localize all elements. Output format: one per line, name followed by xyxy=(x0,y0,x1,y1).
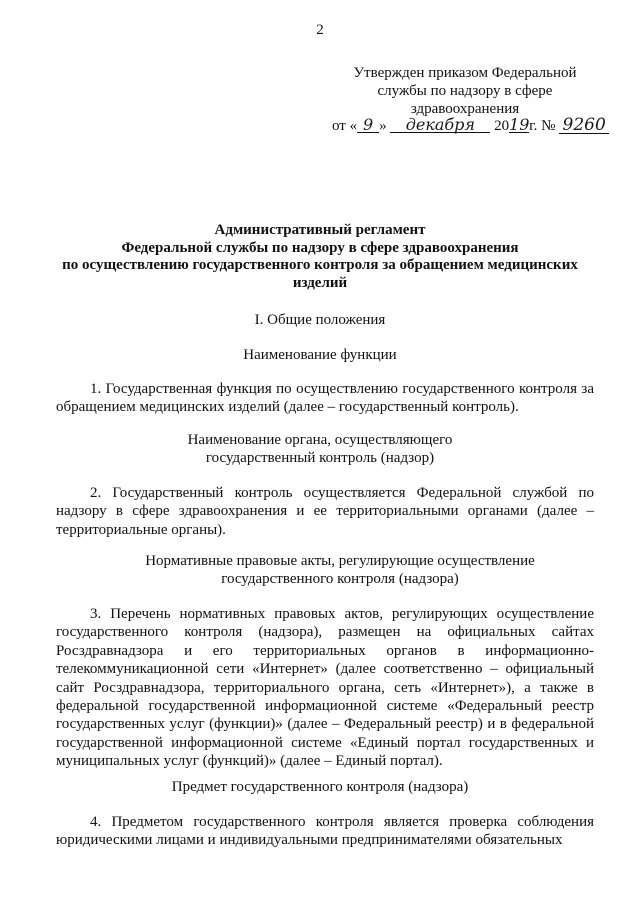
approval-line: Утвержден приказом Федеральной xyxy=(353,65,577,81)
subheading-subject: Предмет государственного контроля (надзора) xyxy=(171,779,469,795)
year-prefix: 20 xyxy=(494,118,510,134)
subheading-function-name: Наименование функции xyxy=(243,347,397,363)
subheading-line: Наименование органа, осуществляющего xyxy=(187,432,453,448)
subheading-legal-acts xyxy=(60,552,620,588)
page-number: 2 xyxy=(316,22,324,38)
approval-date-line xyxy=(332,115,606,135)
approval-stamp xyxy=(330,64,600,118)
date-suffix: г. № xyxy=(529,118,556,134)
paragraph-2: 2. Государственный контроль осуществляется Федеральной службой по надзору в сфере здравоохранения и ее территориальными органами (далее – территориальные органы). xyxy=(56,485,594,538)
title-line: изделий xyxy=(292,274,348,291)
title-line: Федеральной службы по надзору в сфере здравоохранения xyxy=(121,239,519,256)
handwritten-year: 19 xyxy=(509,115,530,134)
approval-line: здравоохранения xyxy=(410,101,520,117)
handwritten-order-number: 9260 xyxy=(559,118,609,134)
section-heading: I. Общие положения xyxy=(254,312,386,328)
subheading-line: государственного контроля (надзора) xyxy=(221,571,459,587)
paragraph-3: 3. Перечень нормативных правовых актов, регулирующих осуществление государственного контроля (надзора), размещен на официальных сайтах Росздравнадзора и его территориальных органов в информационно-телекоммуникационной сети «Интернет» (далее соответственно – официальный сайт Росздравнадзора, территориального органа, сеть «Интернет»), а также в федеральной государственной информационной системе «Федеральный реестр государственных услуг (функции)» (далее – Федеральный реестр) и в федеральной государственной информационной системе «Единый портал государственных и муниципальных услуг (функций)» (далее – Единый портал). xyxy=(56,606,594,770)
paragraph-1: 1. Государственная функция по осуществлению государственного контроля за обращением медицинских изделий (далее – государственный контроль). xyxy=(56,381,594,416)
approval-line: службы по надзору в сфере xyxy=(377,83,553,99)
title-line: Административный регламент xyxy=(214,222,426,238)
subheading-line: Нормативные правовые акты, регулирующие осуществление xyxy=(145,553,535,569)
subheading-line: государственный контроль (надзор) xyxy=(205,450,435,466)
title-line: по осуществлению государственного контроля за обращением медицинских xyxy=(62,257,578,273)
handwritten-day: 9 xyxy=(357,117,379,133)
document-title xyxy=(40,222,600,292)
subheading-body-name xyxy=(40,431,600,467)
handwritten-month: декабря xyxy=(390,117,490,133)
date-prefix: от « xyxy=(332,118,358,134)
paragraph-4: 4. Предметом государственного контроля является проверка соблюдения юридическими лицами и индивидуальными предпринимателями обязательных xyxy=(56,814,594,849)
date-mid: » xyxy=(379,118,387,134)
